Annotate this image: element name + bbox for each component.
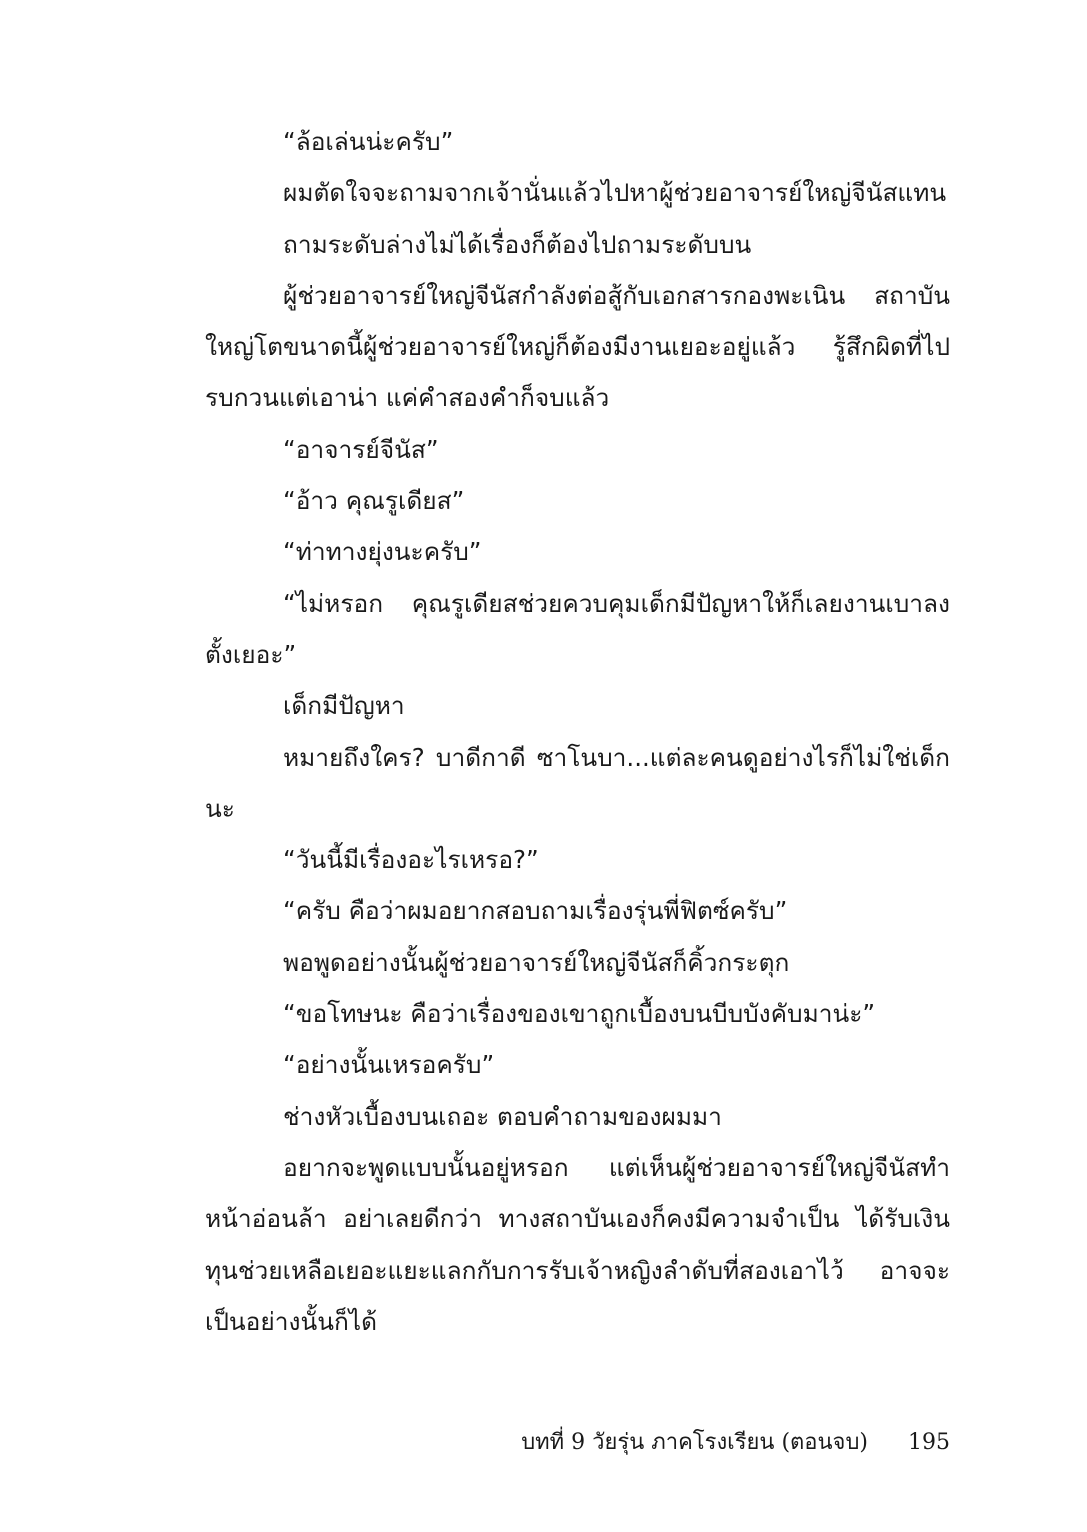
paragraph-9: เด็กมีปัญหา: [283, 691, 405, 721]
paragraph-12: “ครับ คือว่าผมอยากสอบถามเรื่องรุ่นพี่ฟิตซ์ครับ”: [283, 896, 788, 926]
paragraph-14: “ขอโทษนะ คือว่าเรื่องของเขาถูกเบื้องบนบีบบังคับมาน่ะ”: [283, 999, 876, 1029]
paragraph-1: “ล้อเล่นน่ะครับ”: [283, 127, 454, 156]
paragraph-13: พอพูดอย่างนั้นผู้ช่วยอาจารย์ใหญ่จีนัสก็คิ้วกระตุก: [283, 947, 790, 977]
paragraph-5: “อาจารย์จีนัส”: [283, 434, 439, 464]
paragraph-6: “อ้าว คุณรูเดียส”: [283, 486, 465, 516]
page-number: 195: [908, 1430, 950, 1455]
paragraph-15: “อย่างนั้นเหรอครับ”: [283, 1050, 495, 1080]
paragraph-8: “ไม่หรอก คุณรูเดียสช่วยควบคุมเด็กมีปัญหาให้ก็เลยงานเบาลงตั้งเยอะ”: [205, 588, 950, 669]
paragraph-4: ผู้ช่วยอาจารย์ใหญ่จีนัสกำลังต่อสู้กับเอกสารกองพะเนิน สถาบันใหญ่โตขนาดนี้ผู้ช่วยอาจารย์ใหญ่ก็ต้องมีงานเยอะอยู่แล้ว รู้สึกผิดที่ไปรบกวนแต่เอาน่า แค่คำสองคำก็จบแล้ว: [205, 280, 950, 413]
page-footer: [500, 1423, 950, 1463]
paragraph-7: “ท่าทางยุ่งนะครับ”: [283, 537, 482, 567]
paragraph-16: ช่างหัวเบื้องบนเถอะ ตอบคำถามของผมมา: [283, 1101, 722, 1131]
paragraph-2: ผมตัดใจจะถามจากเจ้านั่นแล้วไปหาผู้ช่วยอาจารย์ใหญ่จีนัสแทน: [283, 178, 947, 208]
paragraph-10: หมายถึงใคร? บาดีกาดี ซาโนบา...แต่ละคนดูอย่างไรก็ไม่ใช่เด็กนะ: [205, 742, 950, 823]
chapter-title: บทที่ 9 วัยรุ่น ภาคโรงเรียน (ตอนจบ): [521, 1430, 868, 1455]
paragraph-3: ถามระดับล่างไม่ได้เรื่องก็ต้องไปถามระดับบน: [283, 229, 752, 259]
paragraph-11: “วันนี้มีเรื่องอะไรเหรอ?”: [283, 845, 539, 875]
paragraph-17: อยากจะพูดแบบนั้นอยู่หรอก แต่เห็นผู้ช่วยอาจารย์ใหญ่จีนัสทำหน้าอ่อนล้า อย่าเลยดีกว่า ทางสถาบันเองก็คงมีความจำเป็น ได้รับเงินทุนช่วยเหลือเยอะแยะแลกกับการรับเจ้าหญิงลำดับที่สองเอาไว้ อาจจะเป็นอย่างนั้นก็ได้: [205, 1152, 950, 1336]
body-text: [205, 116, 950, 1347]
